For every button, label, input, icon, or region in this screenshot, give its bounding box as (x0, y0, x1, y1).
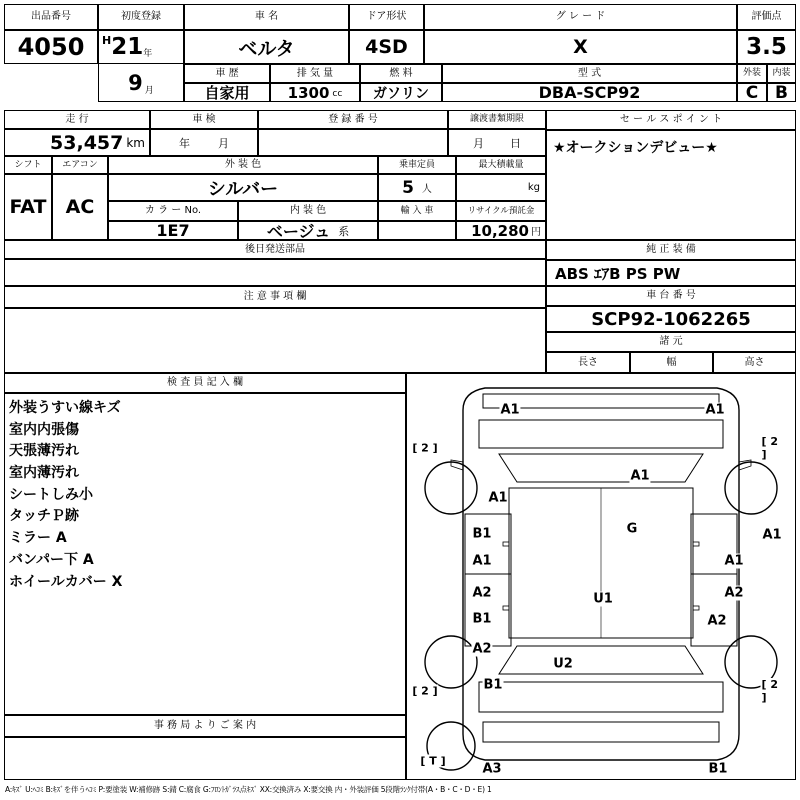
fuel-value: ガソリン (373, 85, 429, 102)
office-label: 事 務 局 よ り ご 案 内 (153, 720, 257, 731)
lot-no-label-cell (4, 4, 98, 30)
inspector-note-item: 天張薄汚れ (9, 443, 79, 460)
ext-color-label-cell (108, 156, 378, 174)
equipment-value: ABS ｴｱB PS PW (555, 264, 681, 283)
width-label: 幅 (666, 356, 677, 368)
length-label: 長さ (578, 356, 598, 368)
history-label-cell (184, 64, 270, 83)
lot-no-value: 4050 (17, 33, 85, 61)
damage-mark: U1 (593, 591, 613, 607)
caution-label: 注 意 事 項 欄 (243, 291, 307, 302)
grade-value-cell (424, 30, 737, 64)
damage-mark: A3 (482, 761, 502, 777)
lot-no-label: 出品番号 (31, 11, 71, 22)
damage-mark: G (626, 521, 638, 537)
height-label-cell (713, 352, 796, 373)
grade-label-cell (424, 4, 737, 30)
displacement-label: 排 気 量 (296, 67, 334, 79)
damage-mark: A1 (724, 553, 744, 569)
first-reg-year-unit: 年 (143, 49, 153, 59)
damage-mark: A1 (762, 527, 782, 543)
first-reg-month: 9 (128, 70, 143, 95)
color-no-label-cell (108, 201, 238, 221)
ext-grade-value: C (745, 82, 759, 103)
width-label-cell (630, 352, 713, 373)
car-name-label: 車 名 (254, 11, 279, 22)
damage-mark: A1 (705, 402, 725, 418)
inspector-note-item: 外装うすい線キズ (9, 400, 121, 416)
car-diagram-panel (406, 373, 796, 780)
color-no-value-cell (108, 221, 238, 240)
shaken-value-cell (150, 129, 258, 156)
damage-mark: A1 (472, 553, 492, 569)
rating-value-cell (737, 30, 796, 64)
recycle-value-cell (456, 221, 546, 240)
shift-label: シフト (14, 159, 42, 170)
inspector-note-item: タッチＰ跡 (9, 508, 79, 525)
first-reg-month-cell (98, 64, 184, 102)
dimensions-label: 諸 元 (659, 336, 683, 347)
inspector-notes-list (5, 394, 405, 593)
sales-point-value-cell (546, 130, 796, 240)
ext-grade-label: 外装 (742, 68, 761, 78)
int-grade-value: B (775, 82, 788, 103)
damage-mark: A2 (472, 641, 492, 657)
inspector-note-item: シートしみ小 (9, 486, 93, 503)
inspector-note-item: ミラー A (9, 530, 67, 547)
transfer-day-unit: 日 (510, 136, 521, 150)
sales-point-label-cell (546, 110, 796, 130)
equipment-label: 純 正 装 備 (646, 244, 696, 255)
shaken-label-cell (150, 110, 258, 129)
damage-mark: U2 (553, 656, 573, 672)
ac-value: AC (65, 196, 95, 218)
model-code-label: 型 式 (577, 67, 602, 79)
height-label: 高さ (744, 356, 765, 368)
import-value (379, 222, 455, 239)
model-code-value-cell (442, 83, 737, 102)
sales-point-label: セ ー ル ス ポ イ ン ト (619, 114, 723, 125)
damage-mark: [ 2 ] (761, 435, 784, 461)
inspector-label: 検 査 員 記 入 欄 (167, 377, 243, 388)
inspector-note-item: ホイールカバー X (9, 573, 123, 590)
transfer-value-cell (448, 129, 546, 156)
rating-label-cell (737, 4, 796, 30)
sales-point-value: ★オークションデビュー★ (553, 140, 718, 156)
transfer-label: 譲渡書類期限 (469, 114, 524, 124)
mileage-label: 走 行 (65, 113, 89, 125)
mileage-value: 53,457 (50, 131, 124, 154)
history-label: 車 歴 (215, 67, 239, 79)
reg-no-label-cell (258, 110, 448, 129)
int-grade-label-cell (767, 64, 796, 83)
equipment-label-cell (546, 240, 796, 260)
shaken-year-unit: 年 (179, 136, 190, 150)
seats-label-cell (378, 156, 456, 174)
displacement-label-cell (270, 64, 360, 83)
car-diagram-svg (407, 374, 795, 779)
chassis-label: 車 台 番 号 (646, 290, 696, 301)
caution-label-cell (4, 286, 546, 308)
first-reg-era: H (102, 34, 112, 47)
model-code-value: DBA-SCP92 (538, 83, 641, 102)
ext-color-label: 外 装 色 (224, 159, 262, 170)
car-name-value: ベルタ (238, 37, 295, 60)
recycle-unit: 円 (531, 227, 541, 238)
seats-value: 5 (402, 177, 414, 198)
damage-mark: B1 (472, 526, 492, 542)
equipment-value-cell (546, 260, 796, 286)
ext-grade-label-cell (737, 64, 767, 83)
max-load-unit: kg (527, 182, 540, 193)
reg-no-label: 登 録 番 号 (328, 113, 378, 125)
damage-mark: A2 (707, 613, 727, 629)
damage-mark: B1 (708, 761, 728, 777)
inspector-note-item: 室内薄汚れ (9, 465, 79, 482)
max-load-value-cell (456, 174, 546, 201)
caution-value-cell (4, 308, 546, 373)
chassis-label-cell (546, 286, 796, 306)
first-reg-label: 初度登録 (121, 11, 161, 22)
max-load-label: 最大積載量 (478, 159, 524, 170)
transfer-month-unit: 月 (473, 136, 484, 150)
displacement-value: 1300 (287, 83, 330, 102)
damage-mark: [ 2 ] (761, 678, 784, 704)
damage-mark: A1 (500, 402, 520, 418)
office-label-cell (4, 715, 406, 737)
int-color-value: ベージュ (266, 222, 331, 241)
grade-label: グ レ ー ド (555, 11, 606, 22)
damage-mark: [ T ] (420, 754, 446, 768)
ext-color-value: シルバー (207, 178, 279, 200)
fuel-label: 燃 料 (389, 67, 413, 79)
transfer-label-cell (448, 110, 546, 129)
displacement-value-cell (270, 83, 360, 102)
int-color-suffix: 系 (338, 224, 350, 238)
car-name-value-cell (184, 30, 349, 64)
color-no-label: カ ラ ー No. (144, 205, 202, 216)
int-grade-value-cell (767, 83, 796, 102)
ac-label: エアコン (62, 159, 98, 170)
first-reg-month-unit: 月 (144, 86, 154, 96)
color-no-value: 1E7 (156, 221, 190, 240)
door-value: 4SD (365, 36, 408, 58)
history-value-cell (184, 83, 270, 102)
import-value-cell (378, 221, 456, 240)
recycle-label-cell (456, 201, 546, 221)
int-color-label-cell (238, 201, 378, 221)
shift-value: FAT (9, 196, 47, 218)
rating-value: 3.5 (746, 34, 787, 60)
door-value-cell (349, 30, 424, 64)
door-label: ドア形状 (366, 11, 407, 22)
damage-mark: [ 2 ] (412, 684, 438, 698)
damage-mark: [ 2 ] (412, 441, 438, 455)
recycle-value: 10,280 (471, 221, 529, 240)
inspector-note-item: バンパー下 A (9, 551, 94, 568)
chassis-value: SCP92-1062265 (591, 308, 751, 330)
inspector-label-cell (4, 373, 406, 393)
dimensions-label-cell (546, 332, 796, 352)
first-reg-year: 21 (111, 34, 144, 60)
car-name-label-cell (184, 4, 349, 30)
model-code-label-cell (442, 64, 737, 83)
ac-label-cell (52, 156, 108, 174)
fuel-value-cell (360, 83, 442, 102)
seats-unit: 人 (421, 184, 432, 195)
damage-mark: B1 (483, 677, 503, 693)
damage-mark: A2 (472, 585, 492, 601)
mileage-label-cell (4, 110, 150, 129)
later-parts-label-cell (4, 240, 546, 259)
inspector-notes-cell (4, 393, 406, 715)
later-parts-value-cell (4, 259, 546, 286)
shaken-label: 車 検 (192, 113, 216, 125)
ext-color-value-cell (108, 174, 378, 201)
int-grade-label: 内装 (772, 68, 791, 78)
reg-no-value-cell (258, 129, 448, 156)
max-load-label-cell (456, 156, 546, 174)
later-parts-label: 後日発送部品 (245, 243, 305, 255)
int-color-label: 内 装 色 (289, 205, 327, 216)
fuel-label-cell (360, 64, 442, 83)
length-label-cell (546, 352, 630, 373)
ac-value-cell (52, 174, 108, 240)
shift-label-cell (4, 156, 52, 174)
seats-value-cell (378, 174, 456, 201)
damage-mark: B1 (472, 611, 492, 627)
int-color-value-cell (238, 221, 378, 240)
inspector-note-item: 室内内張傷 (9, 421, 79, 438)
mileage-unit: km (126, 135, 145, 150)
history-value: 自家用 (204, 84, 250, 102)
ext-grade-value-cell (737, 83, 767, 102)
door-label-cell (349, 4, 424, 30)
reg-no-value (259, 130, 447, 155)
first-reg-label-cell (98, 4, 184, 30)
footer-legend: A:ｷｽﾞ U:ﾍｺﾐ B:ｷｽﾞを伴うﾍｺﾐ P:要塗装 W:補修跡 S:錆 C:腐食 G:ﾌﾛﾝﾄｶﾞﾗｽ点ｷｽﾞ XX:交換済み X:要交換 内・外装評価 5段階ﾗﾝｸ付帯(A・B・C・D・E) 1 (5, 785, 492, 794)
displacement-unit: cc (332, 89, 343, 99)
seats-label: 乗車定員 (398, 159, 435, 170)
shaken-month-unit: 月 (218, 136, 229, 150)
mileage-value-cell (4, 129, 150, 156)
import-label-cell (378, 201, 456, 221)
import-label: 輸 入 車 (400, 205, 434, 216)
first-reg-value-cell (98, 30, 184, 64)
grade-value: X (573, 36, 588, 58)
chassis-value-cell (546, 306, 796, 332)
lot-no-value-cell (4, 30, 98, 64)
rating-label: 評価点 (751, 11, 782, 22)
damage-mark: A1 (488, 490, 508, 506)
damage-mark: A2 (724, 585, 744, 601)
damage-mark: A1 (630, 468, 650, 484)
recycle-label: リサイクル預託金 (467, 205, 535, 216)
shift-value-cell (4, 174, 52, 240)
office-value-cell (4, 737, 406, 780)
